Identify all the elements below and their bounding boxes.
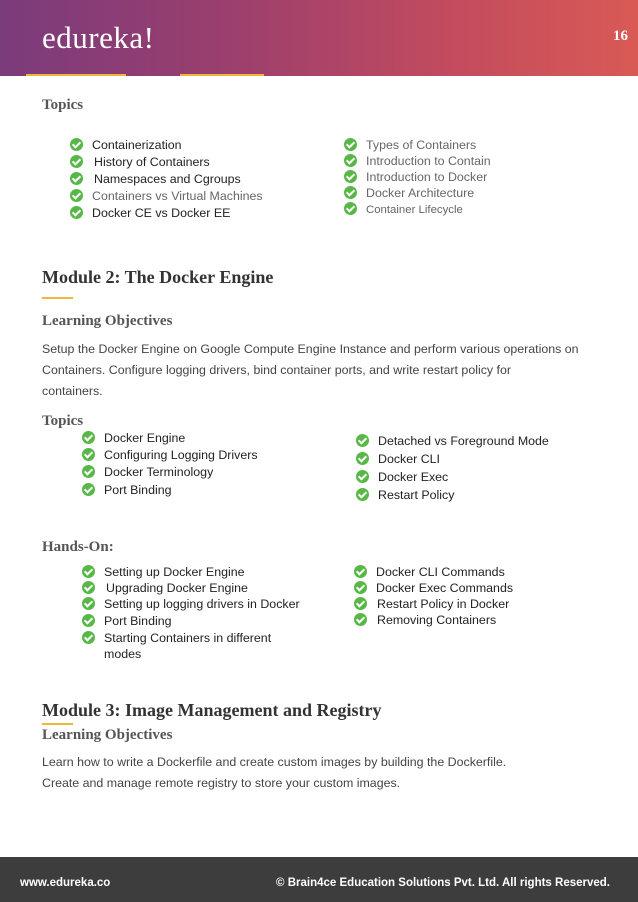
list-item: Configuring Logging Drivers (82, 447, 258, 464)
module-2-topics-right (356, 433, 549, 504)
list-item: Restart Policy in Docker (354, 596, 513, 612)
list-item: Docker Exec Commands (354, 580, 513, 596)
check-icon (70, 172, 83, 185)
list-item: Upgrading Docker Engine (82, 580, 300, 596)
check-icon (354, 597, 367, 610)
module-2-objectives-text: Setup the Docker Engine on Google Compute Engine Instance and perform various operations on Containers. Configure logging drivers, bind container ports, and write restart policy for containers. (42, 342, 579, 398)
list-item: Container Lifecycle (344, 201, 491, 217)
module-3-rule (42, 723, 73, 725)
check-icon (82, 448, 95, 461)
footer-website-link[interactable]: www.edureka.co (20, 877, 111, 889)
check-icon (354, 613, 367, 626)
check-icon (82, 631, 95, 644)
list-item: Removing Containers (354, 612, 513, 628)
module-3-title: Module 3: Image Management and Registry (42, 700, 382, 720)
topics-heading: Topics (42, 97, 84, 113)
list-item: Introduction to Contain (344, 153, 491, 169)
list-item: Docker Engine (82, 430, 258, 447)
list-item: Starting Containers in different (82, 630, 300, 646)
module-3-objectives-heading: Learning Objectives (42, 727, 173, 743)
list-item: Containerization (70, 137, 263, 154)
list-item: Port Binding (82, 482, 258, 499)
header-accent-line (26, 74, 126, 76)
list-item: Docker Architecture (344, 185, 491, 201)
module-3-objectives-text: Learn how to write a Dockerfile and create custom images by building the Dockerfile. Create and manage remote registry to store your custom images. (42, 755, 507, 790)
check-icon (354, 565, 367, 578)
hands-on-list-left (82, 564, 300, 662)
list-item: Docker CE vs Docker EE (70, 205, 263, 222)
check-icon (344, 186, 357, 199)
page-number: 16 (613, 28, 628, 44)
check-icon (356, 488, 369, 501)
check-icon (82, 597, 95, 610)
list-item: Setting up logging drivers in Docker (82, 596, 300, 613)
check-icon (82, 465, 95, 478)
module-2-objectives-heading: Learning Objectives (42, 313, 173, 329)
list-item: Docker Terminology (82, 464, 258, 482)
check-icon (344, 202, 357, 215)
list-item: History of Containers (70, 154, 263, 171)
footer-copyright: © Brain4ce Education Solutions Pvt. Ltd. All rights Reserved. (276, 877, 610, 889)
module-2-title: Module 2: The Docker Engine (42, 267, 274, 287)
check-icon (354, 581, 367, 594)
check-icon (356, 434, 369, 447)
list-item: Docker CLI (356, 451, 549, 469)
page-header (0, 0, 638, 76)
module-2-rule (42, 297, 73, 299)
hands-on-list-right (354, 564, 513, 628)
list-item: Types of Containers (344, 137, 491, 153)
hands-on-heading: Hands-On: (42, 539, 114, 555)
check-icon (344, 138, 357, 151)
list-item: Detached vs Foreground Mode (356, 433, 549, 451)
header-accent-line (180, 74, 264, 76)
check-icon (82, 431, 95, 444)
list-item: Docker Exec (356, 469, 549, 487)
check-icon (70, 155, 83, 168)
list-item: Namespaces and Cgroups (70, 171, 263, 188)
list-item: Containers vs Virtual Machines (70, 188, 263, 205)
module-2-topics-heading: Topics (42, 413, 84, 429)
list-item: Port Binding (82, 613, 300, 630)
module-2-topics-left (82, 430, 258, 499)
check-icon (82, 565, 95, 578)
edureka-logo: edureka! (42, 20, 155, 55)
list-item: Docker CLI Commands (354, 564, 513, 580)
check-icon (356, 470, 369, 483)
check-icon (344, 154, 357, 167)
topics-list-right (344, 137, 491, 217)
check-icon (356, 452, 369, 465)
check-icon (70, 138, 83, 151)
list-item-continuation: modes (104, 647, 142, 661)
page-footer (0, 857, 638, 902)
list-item: Introduction to Docker (344, 169, 491, 185)
topics-list-left (70, 137, 263, 222)
check-icon (70, 189, 83, 202)
list-item: Restart Policy (356, 487, 549, 504)
check-icon (82, 581, 95, 594)
check-icon (344, 170, 357, 183)
check-icon (82, 614, 95, 627)
list-item: Setting up Docker Engine (82, 564, 300, 580)
check-icon (70, 206, 83, 219)
check-icon (82, 483, 95, 496)
